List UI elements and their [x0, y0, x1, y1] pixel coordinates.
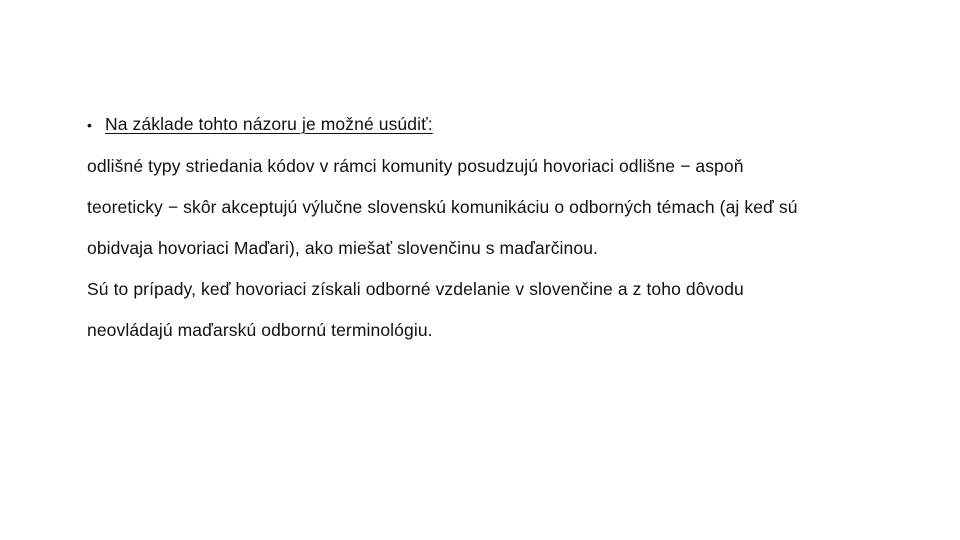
paragraph2-line-1: Sú to prípady, keď hovoriaci získali odborné vzdelanie v slovenčine a z toho dôvodu: [87, 279, 744, 299]
slide-heading: Na základe tohto názoru je možné usúdiť:: [105, 114, 433, 134]
bullet-icon: •: [87, 117, 93, 133]
paragraph1-line-2: teoreticky − skôr akceptujú výlučne slovenskú komunikáciu o odborných témach (aj keď sú: [87, 197, 798, 217]
bullet-heading-row: [87, 104, 927, 146]
paragraph2-line-2: neovládajú maďarskú odbornú terminológiu.: [87, 320, 433, 340]
slide-text-body: [87, 104, 927, 351]
paragraph1-line-1: odlišné typy striedania kódov v rámci komunity posudzujú hovoriaci odlišne − aspoň: [87, 156, 744, 176]
paragraph1-line-3: obidvaja hovoriaci Maďari), ako miešať slovenčinu s maďarčinou.: [87, 238, 598, 258]
